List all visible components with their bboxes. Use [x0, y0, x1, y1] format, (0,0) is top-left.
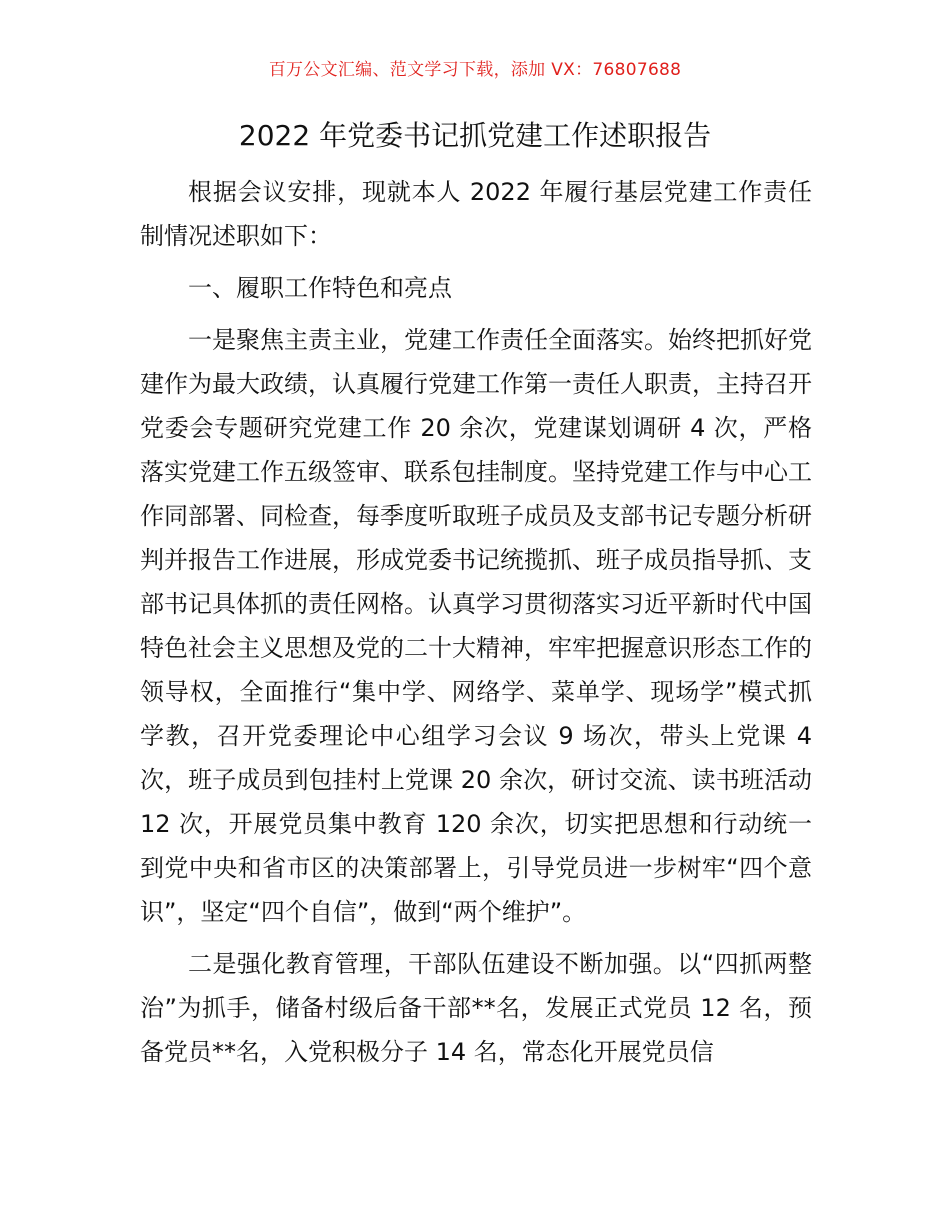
document-body [140, 170, 812, 1074]
document-title: 2022 年党委书记抓党建工作述职报告 [238, 119, 712, 152]
body-paragraph-1: 一是聚焦主责主业，党建工作责任全面落实。始终把抓好党建作为最大政绩，认真履行党建工作第一责任人职责，主持召开党委会专题研究党建工作 20 余次，党建谋划调研 4 次，严格落实党建工作五级签审、联系包挂制度。坚持党建工作与中心工作同部署、同检查，每季度听取班子成员及支部书记专题分析研判并报告工作进展，形成党委书记统揽抓、班子成员指导抓、支部书记具体抓的责任网格。认真学习贯彻落实习近平新时代中国特色社会主义思想及党的二十大精神，牢牢把握意识形态工作的领导权，全面推行“集中学、网络学、菜单学、现场学”模式抓学教，召开党委理论中心组学习会议 9 场次，带头上党课 4 次，班子成员到包挂村上党课 20 余次，研讨交流、读书班活动 12 次，开展党员集中教育 120 余次，切实把思想和行动统一到党中央和省市区的决策部署上，引导党员进一步树牢“四个意识”，坚定“四个自信”，做到“两个维护”。 [140, 326, 812, 926]
intro-paragraph: 根据会议安排，现就本人 2022 年履行基层党建工作责任制情况述职如下： [140, 178, 812, 250]
watermark-banner: 百万公文汇编、范文学习下载，添加 VX：76807688 [268, 60, 682, 80]
section-heading: 一、履职工作特色和亮点 [188, 274, 452, 302]
body-paragraph-2: 二是强化教育管理，干部队伍建设不断加强。以“四抓两整治”为抓手，储备村级后备干部**名，发展正式党员 12 名，预备党员**名，入党积极分子 14 名，常态化开展党员信 [140, 950, 812, 1066]
